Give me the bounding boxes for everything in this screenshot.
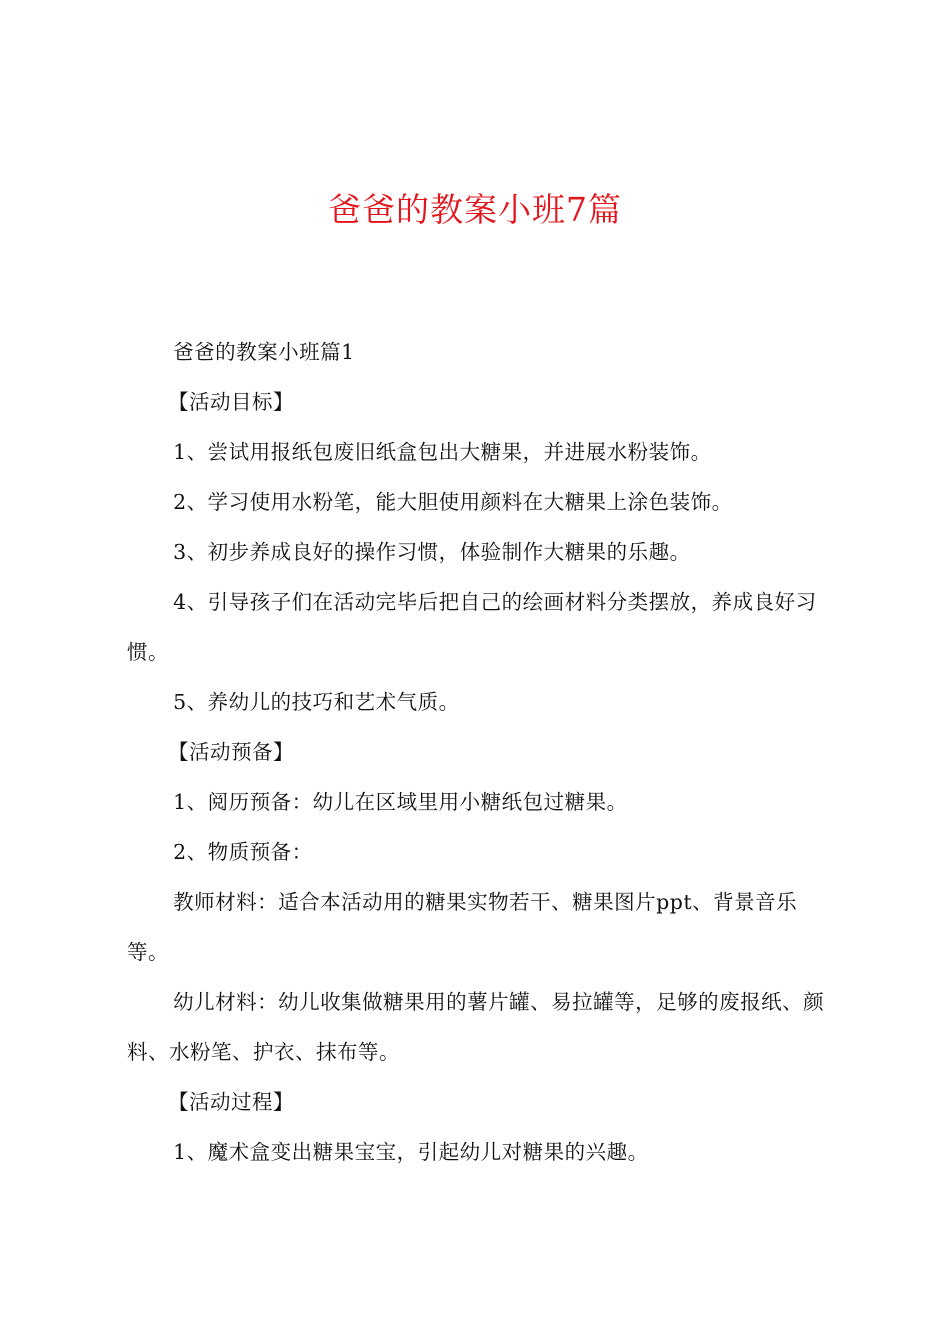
paragraph: 3、初步养成良好的操作习惯，体验制作大糖果的乐趣。 <box>173 540 691 564</box>
document-title: 爸爸的教案小班7篇 <box>328 190 622 229</box>
paragraph: 2、物质预备： <box>173 840 313 864</box>
paragraph: 1、阅历预备：幼儿在区域里用小糖纸包过糖果。 <box>173 790 628 814</box>
paragraph: 1、魔术盒变出糖果宝宝，引起幼儿对糖果的兴趣。 <box>173 1140 649 1164</box>
paragraph: 2、学习使用水粉笔，能大胆使用颜料在大糖果上涂色装饰。 <box>173 490 733 514</box>
section-heading: 爸爸的教案小班篇1 <box>173 340 355 364</box>
subsection-heading-preparation: 【活动预备】 <box>168 740 294 764</box>
document-body <box>127 327 835 1177</box>
paragraph: 幼儿材料：幼儿收集做糖果用的薯片罐、易拉罐等，足够的废报纸、颜料、水粉笔、护衣、抹布等。 <box>127 990 825 1064</box>
paragraph: 1、尝试用报纸包废旧纸盒包出大糖果，并进展水粉装饰。 <box>173 440 712 464</box>
subsection-heading-process: 【活动过程】 <box>168 1090 294 1114</box>
paragraph: 教师材料：适合本活动用的糖果实物若干、糖果图片ppt、背景音乐等。 <box>127 890 798 964</box>
paragraph: 5、养幼儿的技巧和艺术气质。 <box>173 690 460 714</box>
subsection-heading-goals: 【活动目标】 <box>168 390 294 414</box>
paragraph: 4、引导孩子们在活动完毕后把自己的绘画材料分类摆放，养成良好习惯。 <box>127 590 817 664</box>
